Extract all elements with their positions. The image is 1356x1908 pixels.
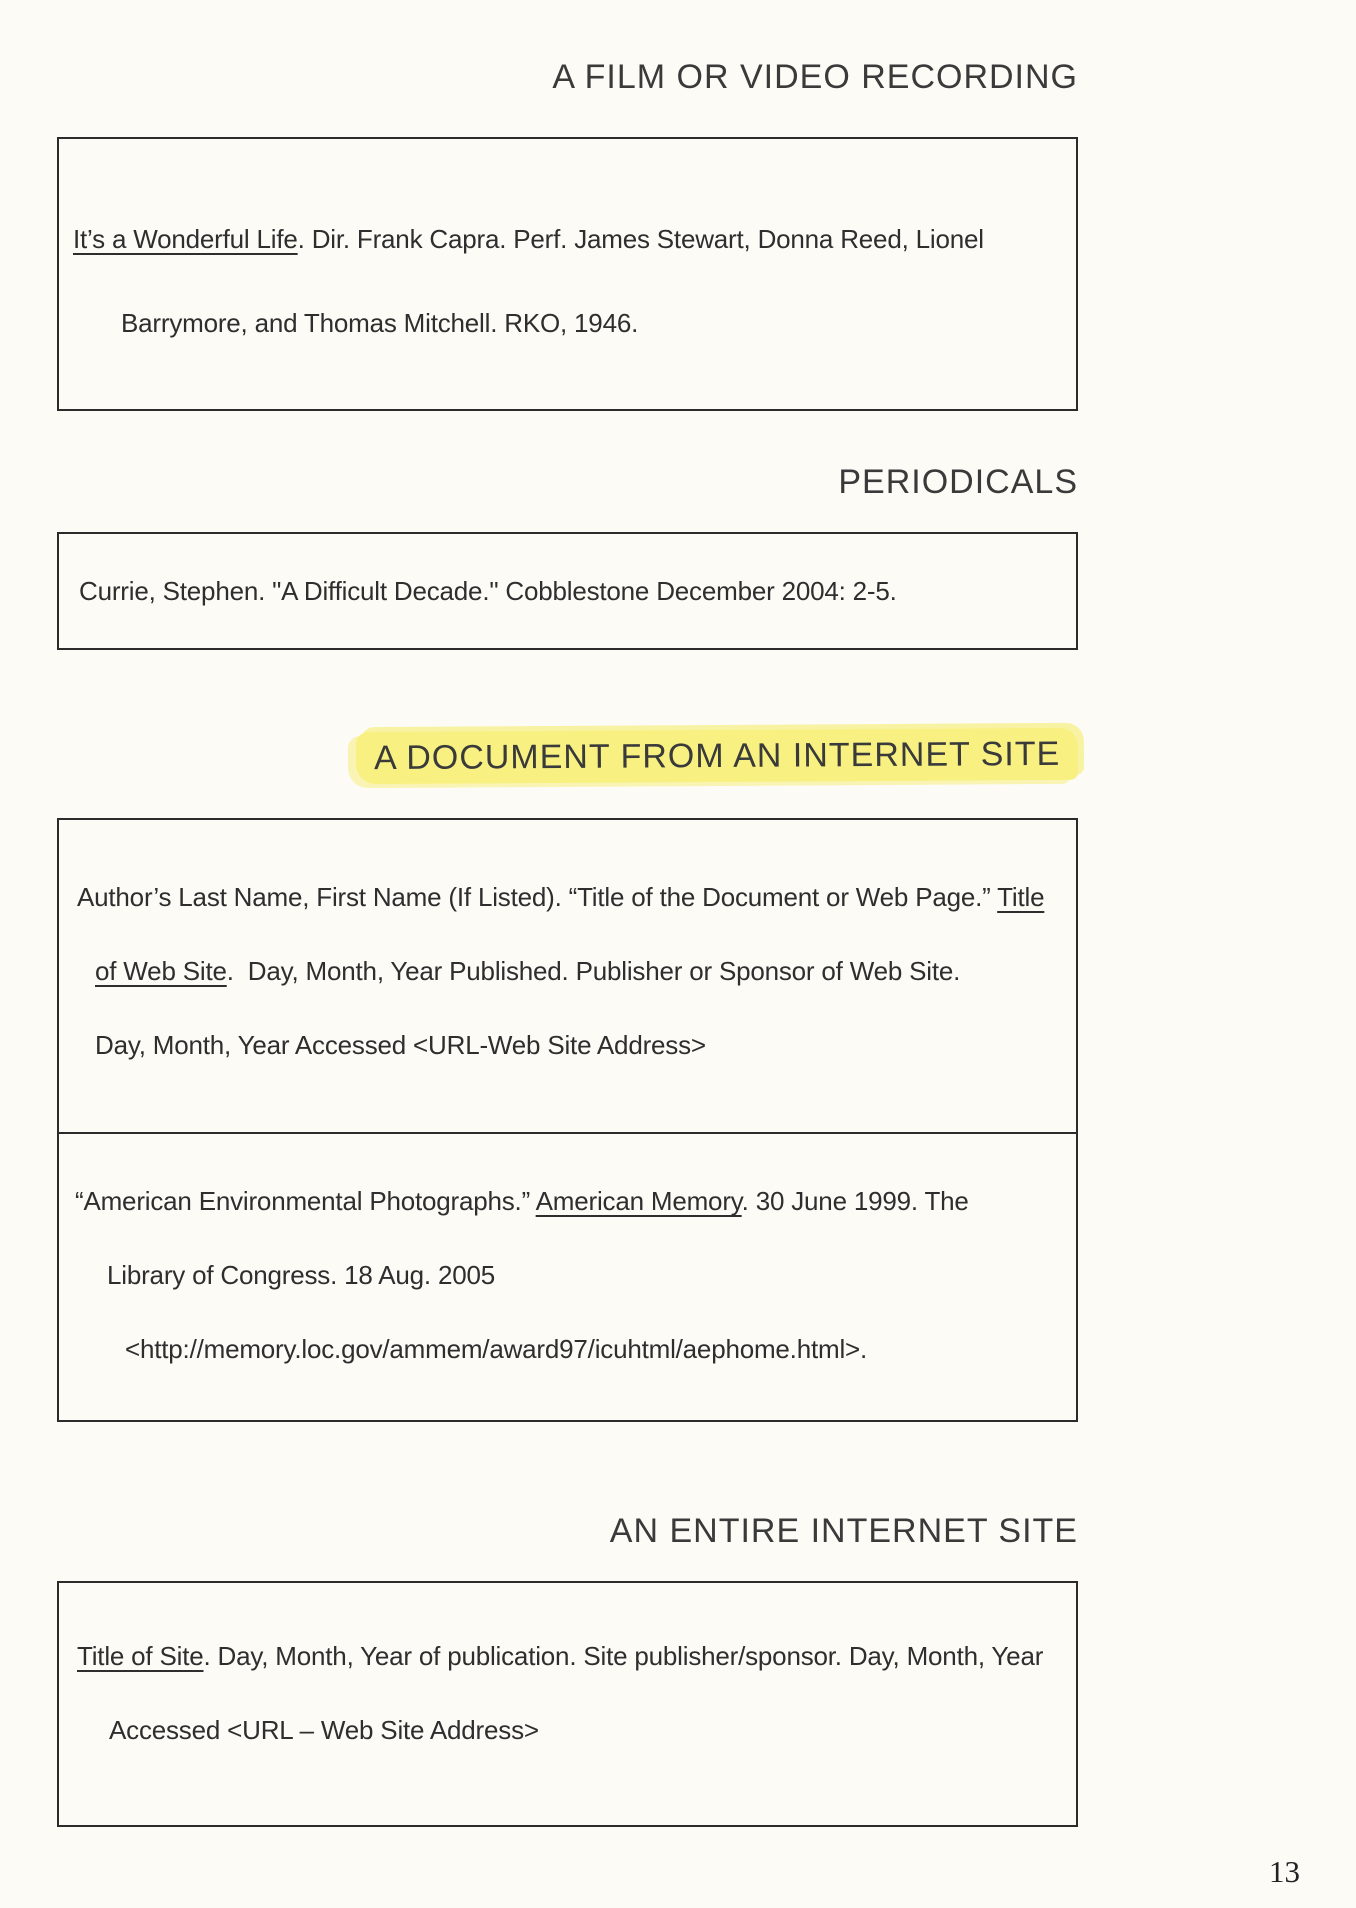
internet-document-example-url-line: <http://memory.loc.gov/ammem/award97/icuhtml/aephome.html>. (125, 1334, 868, 1364)
internet-site-template-line-1 (77, 1619, 1056, 1693)
page-number: 13 (1269, 1854, 1300, 1889)
template-line-2-rest: . Day, Month, Year Published. Publisher or Sponsor of Web Site. (226, 956, 961, 986)
web-site-title-underlined-end: of Web Site (95, 956, 227, 986)
internet-document-template-line-3: Day, Month, Year Accessed <URL-Web Site Address> (95, 1030, 706, 1060)
internet-document-example-box (57, 1132, 1078, 1422)
internet-site-line-1-rest: . Day, Month, Year of publication. Site publisher/sponsor. Day, Month, Year (203, 1641, 1044, 1671)
yellow-highlighter-mark (356, 728, 1079, 784)
internet-document-template-line-1 (77, 860, 1056, 934)
example-line-1-rest: . 30 June 1999. The (741, 1186, 969, 1216)
template-line-1-text: Author’s Last Name, First Name (If Listed). “Title of the Document or Web Page.” (77, 882, 998, 912)
internet-site-template-line-2: Accessed <URL – Web Site Address> (109, 1715, 539, 1745)
periodical-citation-box (57, 532, 1078, 650)
example-site-title-underlined: American Memory (535, 1186, 742, 1216)
section-heading-internet-document (57, 730, 1078, 782)
site-title-underlined: Title of Site (77, 1641, 204, 1671)
page-content-column (57, 0, 1078, 1827)
film-citation-box (57, 137, 1078, 411)
section-heading-entire-internet-site: AN ENTIRE INTERNET SITE (609, 1512, 1078, 1550)
internet-document-heading-text: A DOCUMENT FROM AN INTERNET SITE (373, 734, 1061, 778)
internet-document-template-box (57, 818, 1078, 1134)
film-citation-line-1 (73, 197, 1056, 281)
section-heading-periodicals: PERIODICALS (838, 463, 1078, 501)
internet-document-template-line-2 (77, 934, 1056, 1008)
section-heading-film-or-video: A FILM OR VIDEO RECORDING (552, 58, 1078, 96)
example-article-title: “American Environmental Photographs.” (75, 1186, 536, 1216)
film-citation-line-2: Barrymore, and Thomas Mitchell. RKO, 1946. (121, 308, 639, 338)
entire-internet-site-template-box (57, 1581, 1078, 1827)
internet-document-example-line-1 (75, 1164, 1056, 1238)
film-title-underlined: It’s a Wonderful Life (73, 224, 298, 254)
web-site-title-underlined-start: Title (997, 882, 1045, 912)
internet-document-example-line-2: Library of Congress. 18 Aug. 2005 (107, 1260, 495, 1290)
periodical-citation-line-1: Currie, Stephen. "A Difficult Decade." Cobblestone December 2004: 2-5. (79, 576, 897, 606)
film-citation-line-1-rest: . Dir. Frank Capra. Perf. James Stewart, Donna Reed, Lionel (297, 224, 984, 254)
